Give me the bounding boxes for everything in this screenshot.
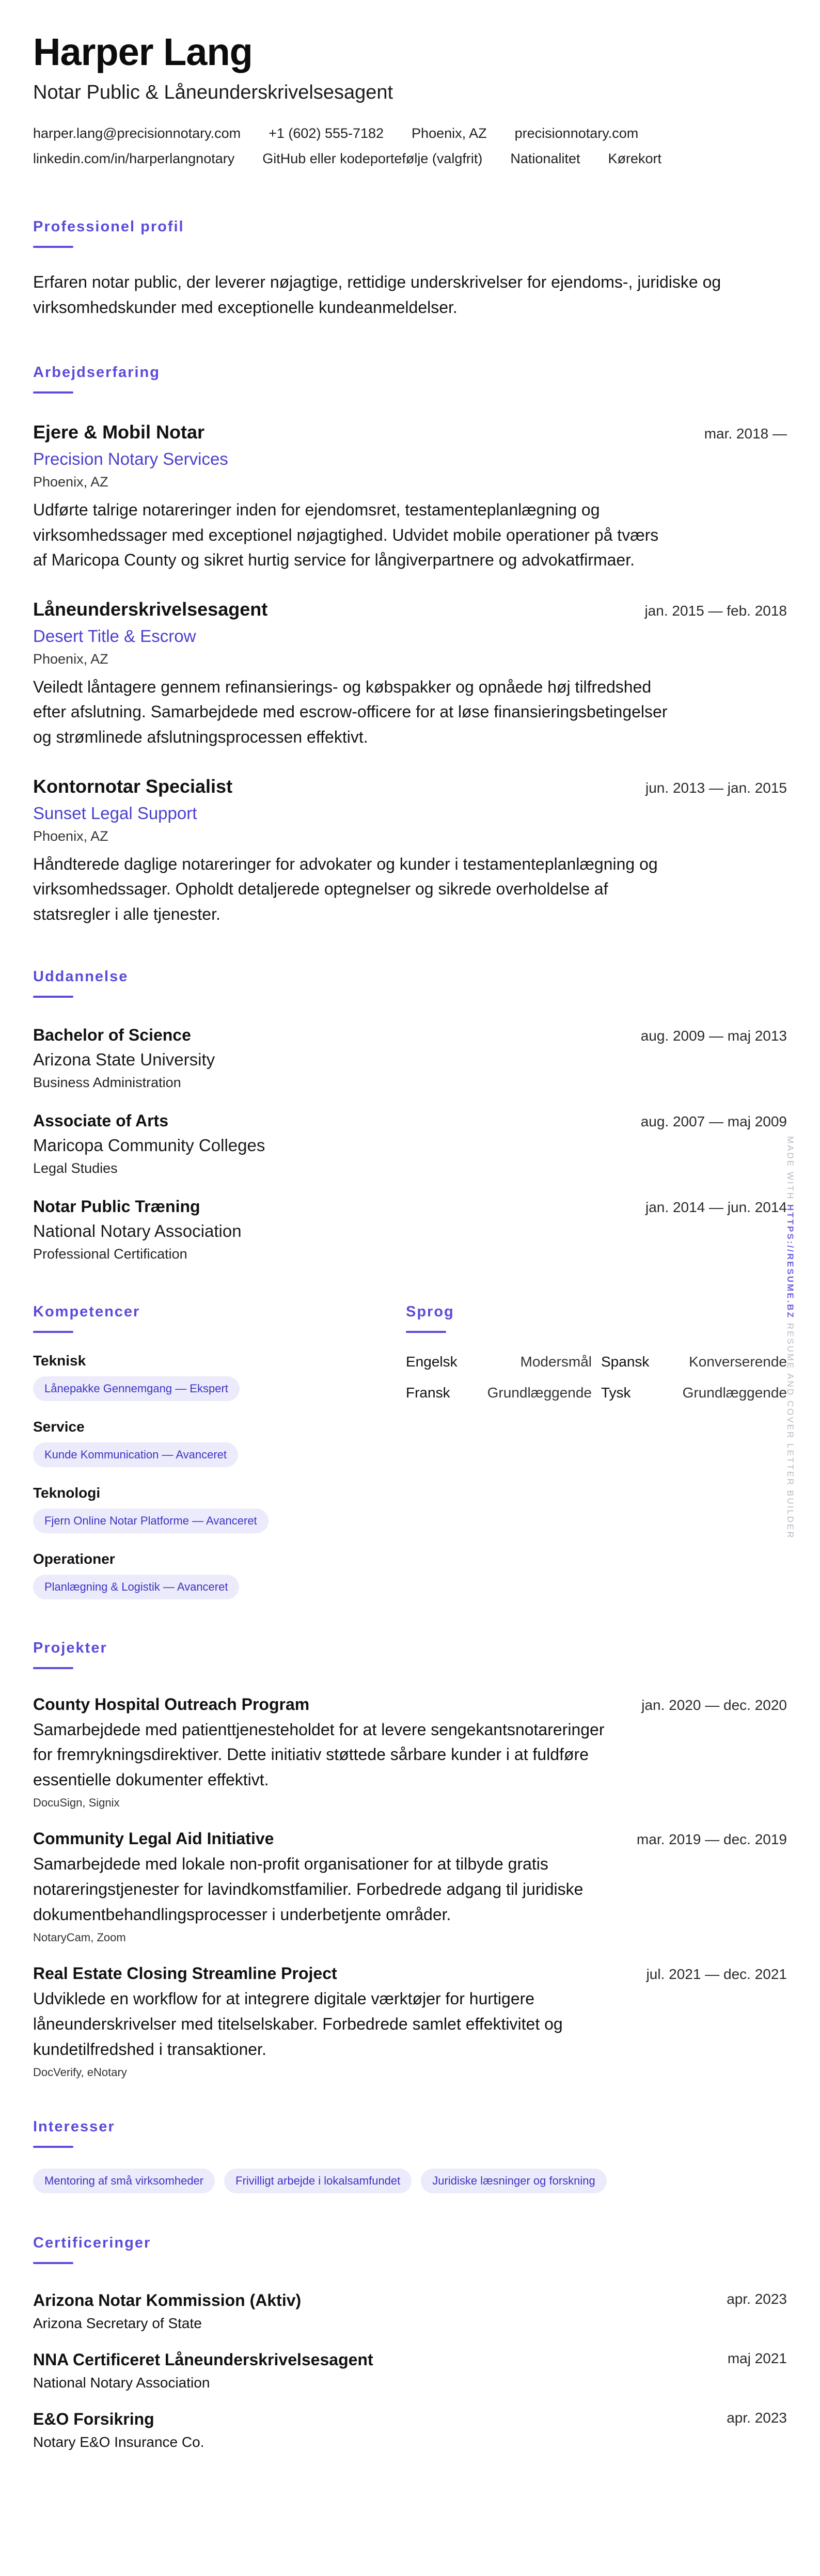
certification-issuer: National Notary Association xyxy=(33,2375,210,2391)
job-title: Ejere & Mobil Notar xyxy=(33,421,205,443)
interest-pill: Juridiske læsninger og forskning xyxy=(421,2169,607,2193)
section-divider xyxy=(33,996,73,998)
projects-section xyxy=(33,1640,787,2080)
job-company[interactable]: Sunset Legal Support xyxy=(33,803,197,823)
project-tech: DocuSign, Signix xyxy=(33,1796,120,1810)
education-heading: Uddannelse xyxy=(33,968,129,985)
certification-issuer: Arizona Secretary of State xyxy=(33,2315,202,2332)
job-location: Phoenix, AZ xyxy=(33,474,108,490)
profile-summary: Erfaren notar public, der leverer nøjagtige, rettidige underskrivelser for ejendoms-, juridiske og virksomhedskunder med exceptionelle kundeanmeldelser. xyxy=(33,272,721,317)
contact-location: Phoenix, AZ xyxy=(412,125,487,141)
skill-group xyxy=(33,1419,406,1467)
project-name: County Hospital Outreach Program xyxy=(33,1694,310,1714)
profile-heading: Professionel profil xyxy=(33,218,184,235)
contact-linkedin[interactable]: linkedin.com/in/harperlangnotary xyxy=(33,150,235,166)
skill-pill: Fjern Online Notar Platforme — Avanceret xyxy=(33,1509,269,1533)
skill-group xyxy=(33,1551,406,1599)
job-company[interactable]: Precision Notary Services xyxy=(33,449,228,468)
job-dates: mar. 2018 — xyxy=(704,425,787,442)
language-name: Spansk xyxy=(601,1353,650,1370)
skill-category: Service xyxy=(33,1418,85,1435)
section-divider xyxy=(33,2262,73,2264)
job-title: Kontornotar Specialist xyxy=(33,775,233,797)
skill-pill: Lånepakke Gennemgang — Ekspert xyxy=(33,1376,240,1401)
interests-heading: Interesser xyxy=(33,2118,115,2135)
experience-section xyxy=(33,364,787,927)
certification-name: Arizona Notar Kommission (Aktiv) xyxy=(33,2291,302,2310)
interest-pill: Mentoring af små virksomheder xyxy=(33,2169,215,2193)
skill-category: Teknisk xyxy=(33,1352,86,1369)
certification-date: maj 2021 xyxy=(727,2350,787,2367)
skill-pill: Planlægning & Logistik — Avanceret xyxy=(33,1575,239,1599)
education-dates: aug. 2009 — maj 2013 xyxy=(640,1027,787,1044)
education-dates: aug. 2007 — maj 2009 xyxy=(640,1113,787,1129)
job-description: Veiledt låntagere gennem refinansierings- og købspakker og opnåede høj tilfredshed efter afslutning. Samarbejdede med escrow-officere for at løse finansieringsbetingelser og strømlinede afslutningsprocessen effektivt. xyxy=(33,677,668,746)
job-company[interactable]: Desert Title & Escrow xyxy=(33,626,196,646)
language-item xyxy=(601,1385,787,1401)
projects-heading: Projekter xyxy=(33,1639,107,1656)
section-divider xyxy=(33,246,73,248)
skill-pill: Kunde Kommunication — Avanceret xyxy=(33,1442,238,1467)
job-title: Låneunderskrivelsesagent xyxy=(33,598,268,620)
language-level: Modersmål xyxy=(520,1353,592,1370)
experience-heading: Arbejdserfaring xyxy=(33,364,160,381)
education-entry xyxy=(33,1197,787,1262)
job-entry xyxy=(33,776,787,927)
credit-link[interactable]: HTTPS://RESUME.BZ xyxy=(785,1204,795,1319)
certification-entry xyxy=(33,2410,787,2451)
contact-github[interactable]: GitHub eller kodeportefølje (valgfrit) xyxy=(262,150,483,166)
contact-phone[interactable]: +1 (602) 555-7182 xyxy=(269,125,384,141)
education-institution: National Notary Association xyxy=(33,1221,242,1240)
education-area: Business Administration xyxy=(33,1074,181,1090)
language-name: Tysk xyxy=(601,1384,631,1401)
education-area: Legal Studies xyxy=(33,1160,118,1176)
credit-suffix: RESUME AND COVER LETTER BUILDER xyxy=(785,1323,795,1540)
project-dates: mar. 2019 — dec. 2019 xyxy=(636,1831,787,1848)
job-entry xyxy=(33,599,787,750)
builder-credit xyxy=(785,1136,795,1540)
education-area: Professional Certification xyxy=(33,1246,187,1262)
interests-list xyxy=(33,2169,787,2193)
interests-section xyxy=(33,2118,787,2193)
job-description: Håndterede daglige notareringer for advokater og kunder i testamenteplanlægning og virksomhedssager. Opholdt detaljerede optegnelser og sikrede overholdelse af statsregler i alle tjenester. xyxy=(33,854,658,923)
education-degree: Associate of Arts xyxy=(33,1111,168,1130)
contact-email[interactable]: harper.lang@precisionnotary.com xyxy=(33,125,241,141)
project-dates: jul. 2021 — dec. 2021 xyxy=(646,1966,787,1983)
languages-grid xyxy=(406,1354,787,1401)
contact-website[interactable]: precisionnotary.com xyxy=(514,125,639,141)
education-entry xyxy=(33,1026,787,1091)
project-description: Samarbejdede med lokale non-profit organisationer for at tilbyde gratis notareringstjenester for lavindkomstfamilier. Forbedrede adgang til juridiske dokumentbehandlingsprocesser i underbetjente områder. xyxy=(33,1855,584,1924)
language-level: Grundlæggende xyxy=(487,1384,592,1401)
languages-section xyxy=(406,1303,787,1599)
project-tech: DocVerify, eNotary xyxy=(33,2066,127,2079)
credit-prefix: MADE WITH xyxy=(785,1136,795,1201)
skill-group xyxy=(33,1353,406,1401)
project-name: Real Estate Closing Streamline Project xyxy=(33,1964,337,1983)
languages-heading: Sprog xyxy=(406,1303,454,1320)
profile-section xyxy=(33,218,787,321)
certification-name: NNA Certificeret Låneunderskrivelsesagent xyxy=(33,2350,373,2369)
job-dates: jun. 2013 — jan. 2015 xyxy=(645,779,787,796)
language-item xyxy=(601,1354,787,1370)
job-description: Udførte talrige notareringer inden for ejendomsret, testamenteplanlægning og virksomhedssager med exceptionel nøjagtighed. Udvidet mobile operationer på tværs af Maricopa County og sikret hurtig service for långiverpartnere og advokatfirmaer. xyxy=(33,500,659,570)
section-divider xyxy=(406,1331,446,1333)
resume-header xyxy=(33,32,787,167)
project-description: Udviklede en workflow for at integrere digitale værktøjer for hurtigere låneunderskrivelser med titelselskaber. Forbedrede samlet effektivitet og kundetilfredshed i transaktioner. xyxy=(33,1989,563,2059)
education-degree: Bachelor of Science xyxy=(33,1025,191,1044)
project-entry xyxy=(33,1964,787,2079)
certification-date: apr. 2023 xyxy=(727,2410,787,2426)
section-divider xyxy=(33,1667,73,1669)
certifications-section xyxy=(33,2235,787,2451)
project-tech: NotaryCam, Zoom xyxy=(33,1931,126,1944)
language-name: Fransk xyxy=(406,1384,450,1401)
education-entry xyxy=(33,1111,787,1176)
project-entry xyxy=(33,1695,787,1810)
contact-nationality: Nationalitet xyxy=(510,150,580,166)
contact-list xyxy=(33,125,766,167)
education-institution: Maricopa Community Colleges xyxy=(33,1135,265,1155)
section-divider xyxy=(33,1331,73,1333)
job-location: Phoenix, AZ xyxy=(33,828,108,844)
section-divider xyxy=(33,2146,73,2148)
education-dates: jan. 2014 — jun. 2014 xyxy=(645,1199,787,1215)
interest-pill: Frivilligt arbejde i lokalsamfundet xyxy=(224,2169,412,2193)
skill-group xyxy=(33,1485,406,1533)
skills-heading: Kompetencer xyxy=(33,1303,140,1320)
education-section xyxy=(33,968,787,1262)
project-dates: jan. 2020 — dec. 2020 xyxy=(641,1697,787,1713)
project-entry xyxy=(33,1829,787,1944)
certification-name: E&O Forsikring xyxy=(33,2410,154,2429)
skills-section xyxy=(33,1303,406,1599)
certification-issuer: Notary E&O Insurance Co. xyxy=(33,2434,204,2451)
candidate-name: Harper Lang xyxy=(33,30,253,73)
job-dates: jan. 2015 — feb. 2018 xyxy=(644,602,787,619)
language-item xyxy=(406,1354,592,1370)
certifications-heading: Certificeringer xyxy=(33,2235,151,2252)
language-level: Konverserende xyxy=(689,1353,787,1370)
section-divider xyxy=(33,391,73,394)
language-level: Grundlæggende xyxy=(682,1384,787,1401)
skill-category: Operationer xyxy=(33,1550,115,1567)
language-name: Engelsk xyxy=(406,1353,458,1370)
job-entry xyxy=(33,421,787,573)
certification-entry xyxy=(33,2350,787,2391)
certification-date: apr. 2023 xyxy=(727,2291,787,2307)
job-location: Phoenix, AZ xyxy=(33,651,108,667)
education-institution: Arizona State University xyxy=(33,1049,215,1069)
project-name: Community Legal Aid Initiative xyxy=(33,1829,274,1848)
contact-license: Kørekort xyxy=(608,150,662,166)
skills-languages-row xyxy=(33,1303,787,1599)
language-item xyxy=(406,1385,592,1401)
project-description: Samarbejdede med patienttjenesteholdet for at levere sengekantsnotareringer for fremrykningsdirektiver. Dette initiativ støttede sårbare kunder i at fuldføre essentielle dokumenter effektivt. xyxy=(33,1720,605,1789)
candidate-headline: Notar Public & Låneunderskrivelsesagent xyxy=(33,81,393,103)
skill-category: Teknologi xyxy=(33,1484,101,1501)
education-degree: Notar Public Træning xyxy=(33,1197,200,1216)
certification-entry xyxy=(33,2291,787,2332)
